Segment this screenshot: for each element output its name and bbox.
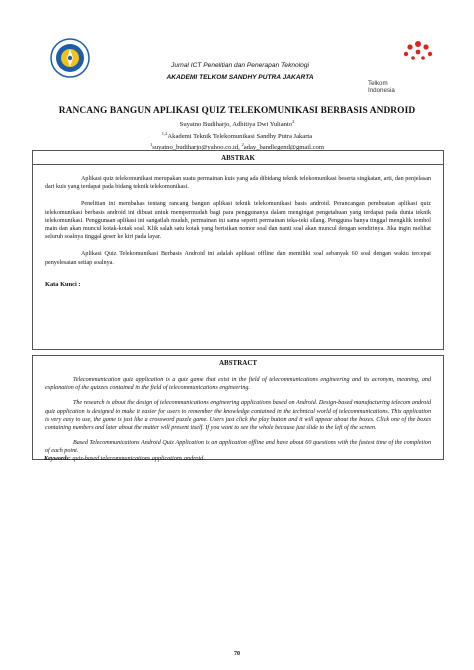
abstract-paragraph-3: Based Telecommunications Android Quiz Application is an application offline and have about 60 questions with the fastest time of the completion of each point.: [45, 440, 431, 455]
author-emails: $^1$suyatno_budiharjo@yahoo.co.id, $^2$aday_bandlegend@gmail.com: [150, 142, 324, 152]
abstrak-paragraph-1: Aplikasi quiz telekomunikasi merupakan suatu permainan kuis yang ada dibidang teknik telekomunikasi beserta singkatan, arti, dan penjelasan dari kuis yang terdapat pada bidang teknik telekomunikasi.: [45, 176, 431, 191]
abstrak-heading: ABSTRAK: [221, 154, 255, 162]
kata-kunci-label: Kata Kunci :: [45, 281, 81, 288]
keywords-line: [44, 455, 205, 462]
keywords-label: Keywords:: [44, 455, 71, 462]
abstract-heading: ABSTRACT: [218, 359, 258, 367]
paper-title: RANCANG BANGUN APLIKASI QUIZ TELEKOMUNIKASI BERBASIS ANDROID: [58, 106, 416, 116]
abstract-paragraph-1: Telecommunication quiz application is a quiz game that exist in the field of telecommunications engineering and its acronym, meaning, and explanation of the quizzes contained in the field of telecommunications engineering.: [45, 377, 431, 392]
abstrak-box: [32, 150, 444, 350]
abstract-paragraph-2: The research is about the design of telecommunications engineering applications based on Android. Design-based manufacturing telecom android quiz application is designed to make it easier for users to remember the knowledge contained in the technical world of telecommunications. This application is very easy to use, the game is just like a crossword puzzle game. Users just click the play button and it will appear about the boxes. Click one of the boxes containing numbers and later about the matter will present itself. If you want to see the whole because just slide to the left of the screen.: [45, 400, 431, 432]
author-block: [30, 118, 444, 153]
author-affiliation: $^{1,2}$Akademi Teknik Telekomunikasi Sandhy Putra Jakarta: [161, 130, 313, 140]
author-names: Suyatno Budiharjo, Adhitiya Dwi Yulianto$^2$: [179, 119, 295, 129]
keywords-value: quiz-based telecommunications applications android.: [72, 455, 205, 462]
abstract-box: [32, 355, 444, 460]
journal-header: [0, 30, 474, 100]
abstrak-paragraph-2: Penelitian ini membahas tentang rancang bangun aplikasi teknik telekomunikasi basis android. Perancangan pembuatan aplikasi quiz telekomunikasi berbasis android ini dibuat untuk mempermudah bagi para penggunanya dalam mengingat pengetahuan yang terdapat pada dunia teknik telekomunikasi. Penggunaan aplikasi ini sangatlah mudah, permainan ini sama seperti permainan teka-teki silang. Pengguna hanya tinggal mengklik tombol main dan akan muncul kotak-kotak soal. Klik salah satu kotak yang berisikan nomor soal dan nanti soal akan muncul dengan sendirinya. Jika ingin melihat seluruh soalnya tinggal geser ke kiri pada layar.: [45, 201, 431, 241]
journal-name: Jurnal ICT Penelitian dan Penerapan Teknologi: [171, 62, 309, 69]
page-number: 70: [234, 651, 240, 657]
akademi-logo-icon: [50, 38, 90, 78]
abstrak-divider: [33, 164, 443, 165]
journal-institution: AKADEMI TELKOM SANDHY PUTRA JAKARTA: [166, 74, 314, 81]
abstrak-paragraph-3: Aplikasi Quiz Telekomunikasi Berbasis Android ini adalah aplikasi offline dan memiliki soal sebanyak 60 soal dengan waktu tercepat penyelesaian setiap soalnya.: [45, 251, 431, 266]
telkom-logo-text: Telkom Indonesia: [368, 80, 395, 94]
